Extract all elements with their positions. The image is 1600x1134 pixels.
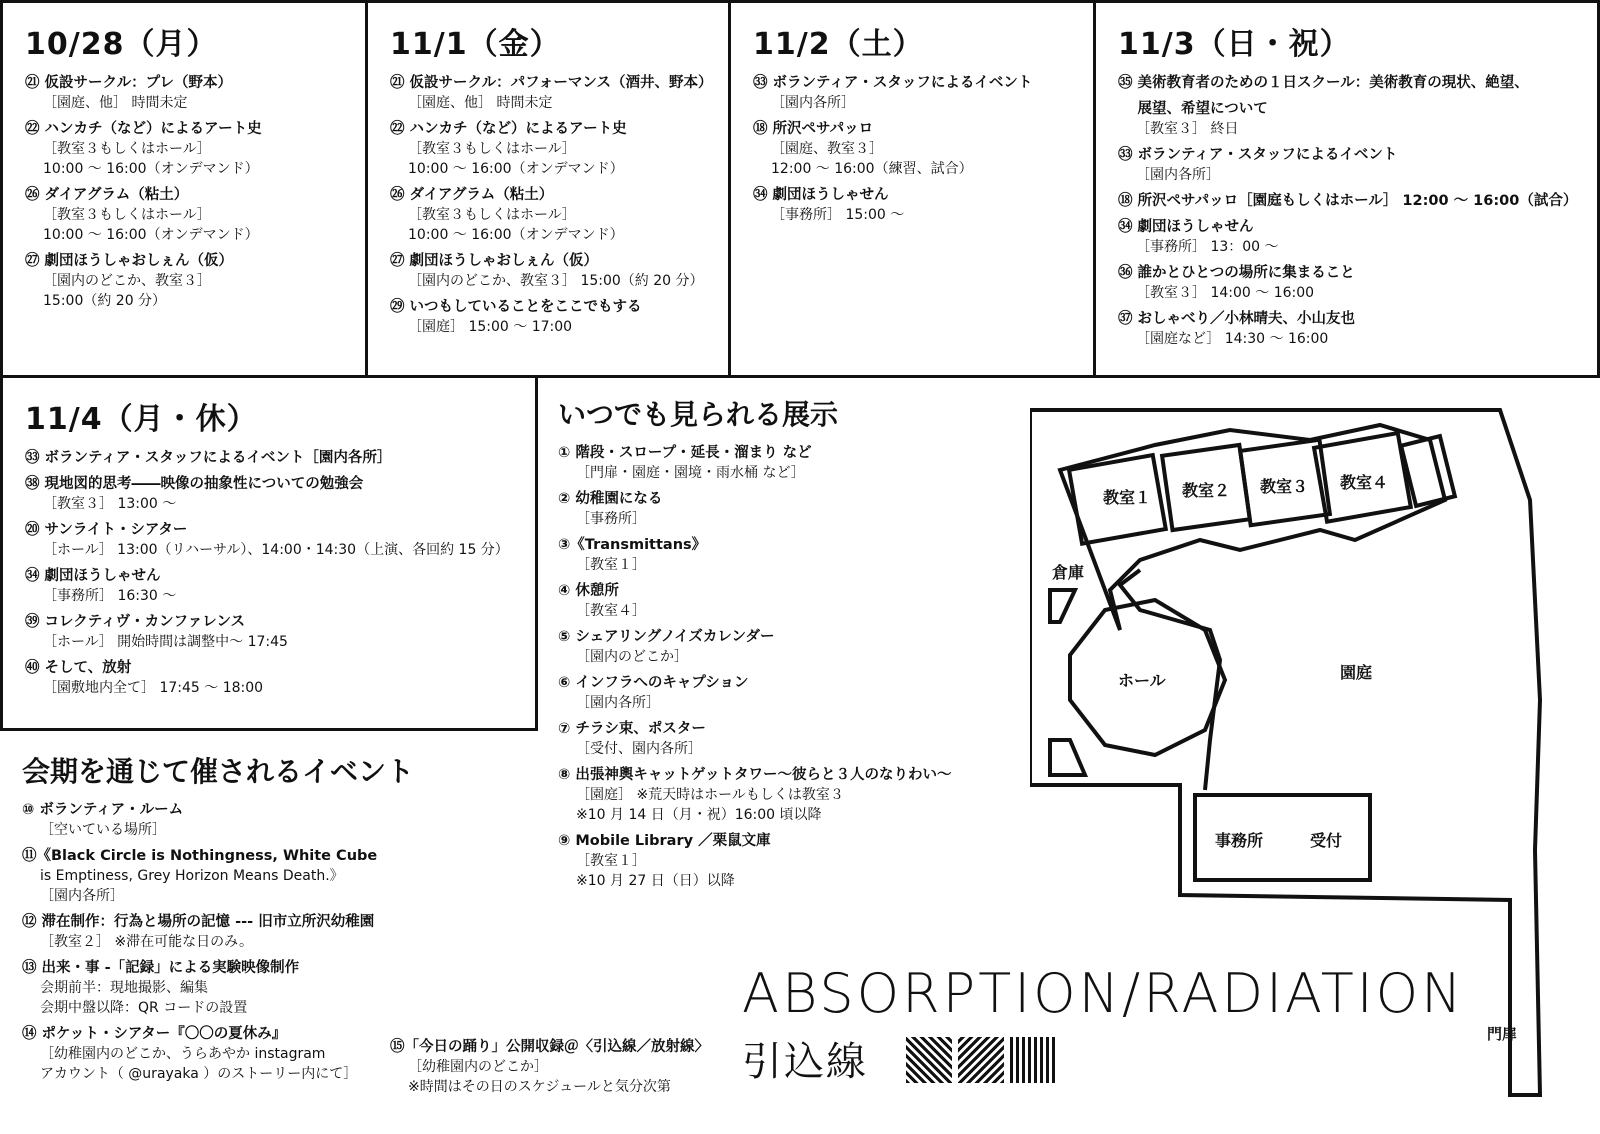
event-title: ㉗ 劇団ほうしゃおしぇん（仮） (390, 253, 599, 269)
event-detail: ［事務所］ 15:00 〜 (771, 207, 905, 223)
event-item (22, 846, 414, 906)
event-detail: ※時間はその日のスケジュールと気分次第 (408, 1079, 671, 1095)
event-detail: ［園庭、教室３］ (771, 141, 883, 157)
event-title: ㉞ 劇団ほうしゃせん (753, 187, 889, 203)
event-detail: 10:00 〜 16:00（オンデマンド） (43, 227, 259, 243)
event-detail: ［教室３もしくはホール］ (408, 141, 576, 157)
event-detail: ※10 月 14 日（月・祝）16:00 頃以降 (576, 807, 822, 823)
event-detail: 会期前半：現地撮影、編集 (40, 980, 208, 996)
room-label: 教室１ (1103, 488, 1152, 507)
event-title: ① 階段・スロープ・延長・溜まり など (558, 445, 812, 461)
event-detail: ［教室３もしくはホール］ (43, 207, 211, 223)
event-title: ㊵ そして、放射 (25, 660, 132, 676)
event-detail: ［教室４］ (576, 603, 646, 619)
event-title: ③《Transmittans》 (558, 537, 707, 553)
event-detail: ［園内各所］ (40, 888, 124, 904)
day-title: 10/28（月） (25, 27, 218, 62)
event-item (22, 800, 414, 840)
event-detail: 10:00 〜 16:00（オンデマンド） (43, 161, 259, 177)
event-title: ⑤ シェアリングノイズカレンダー (558, 629, 775, 645)
event-item (1118, 217, 1577, 257)
event-detail: ［教室３もしくはホール］ (408, 207, 576, 223)
event-item (25, 251, 262, 311)
event-item (753, 119, 1032, 179)
event-detail: ［幼稚園内のどこか、うらあやか instagram (40, 1046, 326, 1062)
event-detail: 15:00（約 20 分） (43, 293, 167, 309)
room-label: 教室３ (1260, 477, 1309, 496)
event-detail: ［教室３］ 13:00 〜 (43, 496, 177, 512)
event-item (753, 73, 1032, 113)
event-title: 展望、希望について (1118, 101, 1268, 117)
classroom-strip (1060, 425, 1445, 630)
event-list (390, 73, 712, 337)
event-list (25, 73, 262, 311)
event-title: ② 幼稚園になる (558, 491, 663, 507)
throughout-title: 会期を通じて催されるイベント (22, 755, 415, 788)
hall-label: ホール (1118, 671, 1166, 690)
event-title: ⑭ ポケット・シアター『〇〇の夏休み』 (22, 1026, 287, 1042)
event-title: ㉝ ボランティア・スタッフによるイベント (1118, 147, 1398, 163)
exhibits-title: いつでも見られる展示 (558, 398, 839, 431)
room-label: 教室４ (1340, 473, 1389, 492)
day-box-1102 (728, 0, 1096, 378)
event-title: ㉒ ハンカチ（など）によるアート史 (390, 121, 627, 137)
event-detail: ［空いている場所］ (40, 822, 166, 838)
event-title: ⑱ 所沢ペサパッロ［園庭もしくはホール］ 12:00 〜 16:00（試合） (1118, 193, 1578, 209)
event-title: ㉙ いつもしていることをここでもする (390, 299, 642, 315)
event-detail: ［教室３］ 14:00 〜 16:00 (1136, 285, 1315, 301)
event-detail: ［教室３もしくはホール］ (43, 141, 211, 157)
event-detail: 10:00 〜 16:00（オンデマンド） (408, 161, 624, 177)
event-item (1118, 309, 1577, 349)
event-detail: 10:00 〜 16:00（オンデマンド） (408, 227, 624, 243)
event-detail: ［事務所］ (576, 511, 646, 527)
event-detail: ［園内各所］ (576, 695, 660, 711)
event-item (25, 119, 262, 179)
event-detail: ［園庭、他］ 時間未定 (408, 95, 553, 111)
qr-code-icon (906, 1037, 952, 1083)
event-title: ⑨ Mobile Library ／栗鼠文庫 (558, 833, 771, 849)
event-detail: ※10 月 27 日（日）以降 (576, 873, 735, 889)
event-detail: 12:00 〜 16:00（練習、試合） (771, 161, 973, 177)
event-title: ⑥ インフラへのキャプション (558, 675, 749, 691)
event-detail: ［園庭、他］ 時間未定 (43, 95, 188, 111)
event-title: ⑦ チラシ束、ポスター (558, 721, 706, 737)
storage-label: 倉庫 (1052, 563, 1085, 582)
event-detail: ［園敷地内全て］ 17:45 〜 18:00 (43, 680, 264, 696)
event-item (25, 658, 509, 698)
event-item (1118, 263, 1577, 303)
event-title: ⑫ 滞在制作：行為と場所の記憶 --- 旧市立所沢幼稚園 (22, 914, 375, 930)
event-title: ④ 休憩所 (558, 583, 619, 599)
event-detail: ［教室１］ (576, 853, 646, 869)
event-title: ㉑ 仮設サークル：パフォーマンス（酒井、野本） (390, 75, 713, 91)
event-title: ㊲ おしゃべり／小林晴夫、小山友也 (1118, 311, 1356, 327)
event-detail: ［ホール］ 開始時間は調整中〜 17:45 (43, 634, 288, 650)
event-detail: ［園庭など］ 14:30 〜 16:00 (1136, 331, 1329, 347)
event-item (558, 489, 951, 529)
event-detail: ［園内のどこか、教室３］ (43, 273, 211, 289)
event-list (753, 73, 1032, 225)
event-title: ⑬ 出来・事 -「記録」による実験映像制作 (22, 960, 300, 976)
event-item (25, 520, 509, 560)
event-detail: 会期中盤以降：QR コードの設置 (40, 1000, 248, 1016)
event-detail: ［園内各所］ (771, 95, 855, 111)
event-item (1118, 73, 1577, 93)
day-title: 11/3（日・祝） (1118, 27, 1351, 62)
event-item (558, 673, 951, 713)
event-item (22, 912, 414, 952)
event-detail: ［ホール］ 13:00（リハーサル）、14:00・14:30（上演、各回約 15 分） (43, 542, 509, 558)
exhibits-section (558, 393, 951, 897)
event-detail: ［園内各所］ (1136, 167, 1220, 183)
event-detail: ［園内のどこか、教室３］ 15:00（約 20 分） (408, 273, 704, 289)
event-item (390, 73, 712, 113)
reception-label: 受付 (1310, 831, 1343, 850)
event-title: ㊱ 誰かとひとつの場所に集まること (1118, 265, 1355, 281)
qr-code-icon (958, 1037, 1004, 1083)
event-title: ⑳ サンライト・シアター (25, 522, 188, 538)
event-detail: ［事務所］ 13：00 〜 (1136, 239, 1279, 255)
event-item (25, 474, 509, 514)
event-item (390, 251, 712, 291)
event-detail: ［園庭］ 15:00 〜 17:00 (408, 319, 573, 335)
event-item (1118, 99, 1577, 139)
event-title: ⑧ 出張神輿キャットゲットタワー〜彼らと３人のなりわい〜 (558, 767, 952, 783)
event-title: ㉖ ダイアグラム（粘土） (25, 187, 189, 203)
event-item (390, 119, 712, 179)
event-detail: アカウント（ @urayaka ）のストーリー内にて］ (40, 1066, 358, 1082)
event-detail: ［事務所］ 16:30 〜 (43, 588, 177, 604)
day-title: 11/4（月・休） (25, 402, 258, 437)
exhibit-list (558, 443, 951, 891)
event-title: ⑱ 所沢ペサパッロ (753, 121, 874, 137)
qr-code-icon (1010, 1037, 1056, 1083)
event-title: ㉟ 美術教育者のための１日スクール：美術教育の現状、絶望、 (1118, 75, 1529, 91)
event-title: ㉝ ボランティア・スタッフによるイベント［園内各所］ (25, 450, 392, 466)
event-title: ㊳ 現地図的思考――映像の抽象性についての勉強会 (25, 476, 364, 492)
event-item (1118, 191, 1577, 211)
day-box-1028 (0, 0, 368, 378)
event-title: ㉞ 劇団ほうしゃせん (1118, 219, 1254, 235)
event-detail: ［教室１］ (576, 557, 646, 573)
event-item (25, 612, 509, 652)
room-label: 教室２ (1182, 481, 1231, 500)
garden-label: 園庭 (1340, 663, 1373, 682)
event-item (1118, 145, 1577, 185)
event-item (25, 73, 262, 113)
event-title: ㊴ コレクティヴ・カンファレンス (25, 614, 246, 630)
event-title: ㉒ ハンカチ（など）によるアート史 (25, 121, 262, 137)
event-item (25, 185, 262, 245)
day-title: 11/2（土） (753, 27, 924, 62)
event-item (558, 443, 951, 483)
event-detail: is Emptiness, Grey Horizon Means Death.》 (40, 868, 344, 884)
day-title: 11/1（金） (390, 27, 561, 62)
day-box-1104 (0, 375, 538, 731)
event-detail: ［教室３］ 終日 (1136, 121, 1239, 137)
event-item (25, 448, 509, 468)
day-box-1103 (1093, 0, 1600, 378)
event-title: ⑪《Black Circle is Nothingness, White Cube (22, 848, 378, 864)
event-item (558, 765, 951, 825)
event-detail: ［園庭］ ※荒天時はホールもしくは教室３ (576, 787, 844, 803)
event-item (22, 1024, 414, 1084)
event-item (558, 719, 951, 759)
event-detail: ［門扉・園庭・園境・雨水桶 など］ (576, 465, 805, 481)
gate-label: 門扉 (1487, 1025, 1518, 1043)
event-title: ㉝ ボランティア・スタッフによるイベント (753, 75, 1033, 91)
event-title: ⑮「今日の踊り」公開収録＠〈引込線／放射線〉 (390, 1039, 709, 1055)
event-list (25, 448, 509, 698)
event-item (390, 297, 712, 337)
storage-box (1050, 590, 1075, 622)
event-title: ⑩ ボランティア・ルーム (22, 802, 184, 818)
throughout-section (22, 750, 414, 1090)
event-detail: ［教室２］ ※滞在可能な日のみ。 (40, 934, 254, 950)
event-list (1118, 73, 1577, 349)
event-detail: ［受付、園内各所］ (576, 741, 702, 757)
office-label: 事務所 (1215, 831, 1264, 850)
event-title: ㉖ ダイアグラム（粘土） (390, 187, 554, 203)
event-item (22, 958, 414, 1018)
brand-wordmark: ABSORPTION/RADIATION (742, 962, 1465, 1025)
event-title: ㉗ 劇団ほうしゃおしぇん（仮） (25, 253, 234, 269)
brand-kanji: 引込線 (742, 1039, 868, 1085)
event-item (558, 831, 951, 891)
event-item (558, 535, 951, 575)
event-item (390, 185, 712, 245)
event-item (558, 581, 951, 621)
event-item (753, 185, 1032, 225)
event-item (558, 627, 951, 667)
throughout-extra (390, 1037, 709, 1103)
throughout-list (22, 800, 414, 1084)
event-title: ㉑ 仮設サークル：プレ（野本） (25, 75, 233, 91)
event-title: ㉞ 劇団ほうしゃせん (25, 568, 161, 584)
day-box-1101 (365, 0, 731, 378)
event-detail: ［幼稚園内のどこか］ (408, 1059, 548, 1075)
event-detail: ［園内のどこか］ (576, 649, 688, 665)
storage-box-2 (1050, 740, 1085, 775)
event-item (25, 566, 509, 606)
